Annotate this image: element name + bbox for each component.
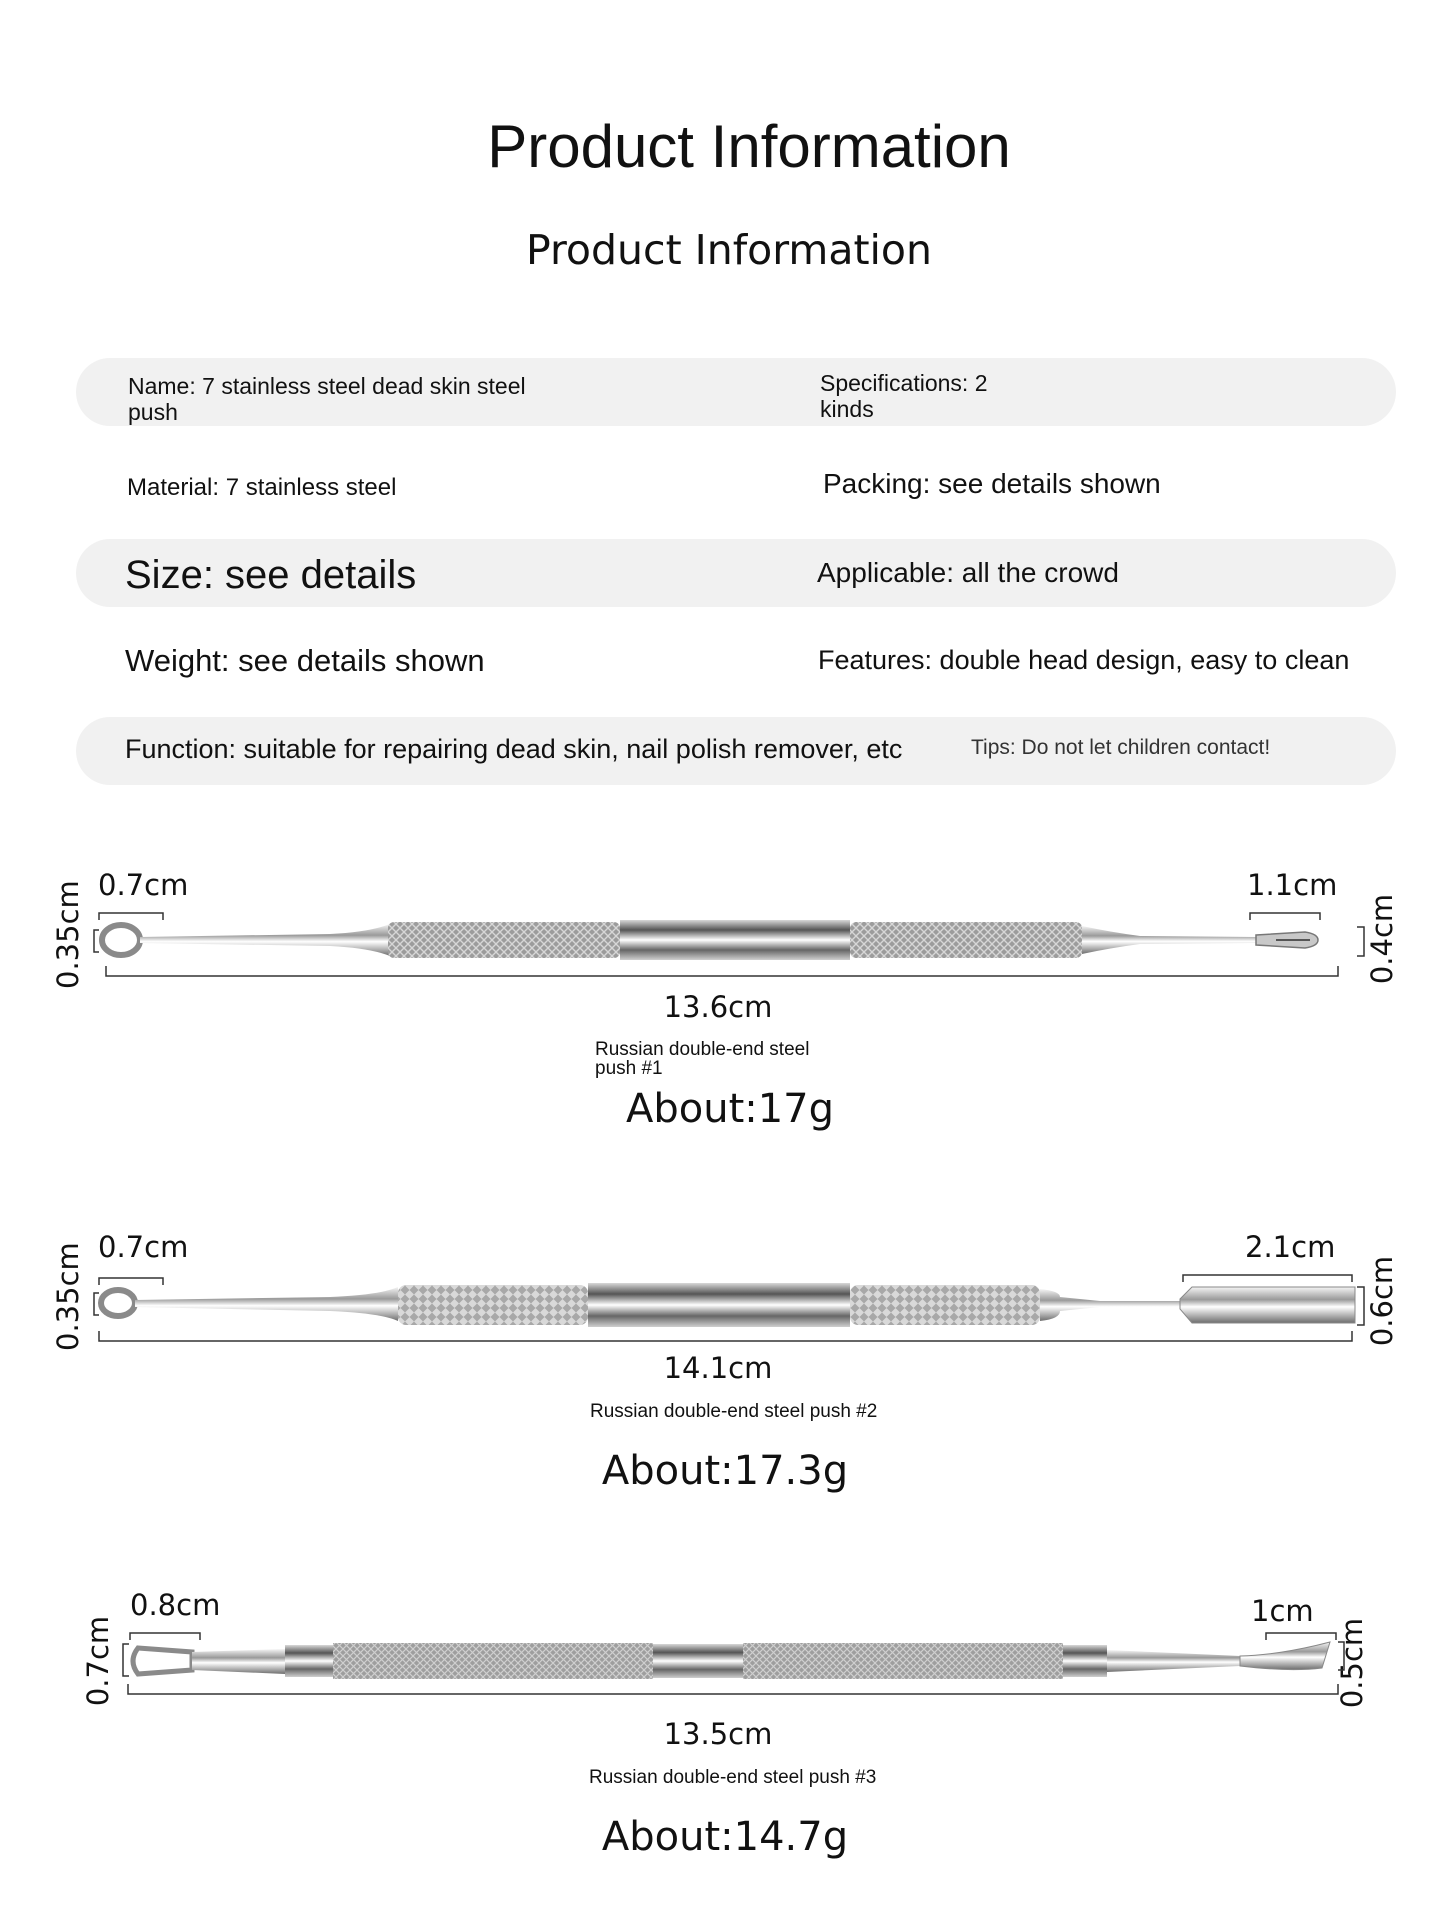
page-title: Product Information xyxy=(487,113,1011,180)
product-weight: About:14.7g xyxy=(601,1814,849,1860)
product-weight: About:17g xyxy=(625,1086,835,1132)
cuticle-pusher-1-image xyxy=(0,880,1440,1000)
spec-packing: Packing: see details shown xyxy=(823,468,1161,499)
left-tip-width-label: 0.7cm xyxy=(98,868,189,902)
length-label: 13.5cm xyxy=(663,1717,773,1751)
spec-tips: Tips: Do not let children contact! xyxy=(971,736,1271,759)
product-name: Russian double-end steel push #2 xyxy=(590,1401,878,1422)
right-tip-width-label: 1cm xyxy=(1251,1594,1314,1628)
right-tip-height-label: 0.4cm xyxy=(1365,893,1399,985)
page-subtitle: Product Information xyxy=(525,226,933,274)
spec-name: Name: 7 stainless steel dead skin steel push xyxy=(128,373,526,426)
spec-applicable: Applicable: all the crowd xyxy=(817,557,1119,588)
length-label: 13.6cm xyxy=(663,990,773,1024)
product-weight: About:17.3g xyxy=(601,1448,849,1494)
left-tip-width-label: 0.7cm xyxy=(98,1230,189,1264)
left-tip-height-label: 0.7cm xyxy=(81,1615,115,1707)
length-label: 14.1cm xyxy=(663,1351,773,1385)
right-tip-height-label: 0.6cm xyxy=(1365,1255,1399,1347)
spec-size: Size: see details xyxy=(125,553,417,597)
spec-features: Features: double head design, easy to clean xyxy=(818,645,1350,675)
cuticle-pusher-3-image xyxy=(0,1600,1440,1720)
right-tip-height-label: 0.5cm xyxy=(1335,1617,1369,1709)
left-tip-width-label: 0.8cm xyxy=(130,1588,221,1622)
right-tip-width-label: 1.1cm xyxy=(1247,868,1338,902)
spec-weight: Weight: see details shown xyxy=(125,643,485,678)
product-name: Russian double-end steel push #3 xyxy=(589,1767,877,1788)
product-name: Russian double-end steel push #1 xyxy=(595,1039,810,1079)
left-tip-height-label: 0.35cm xyxy=(51,1242,85,1351)
spec-material: Material: 7 stainless steel xyxy=(127,474,397,501)
left-tip-height-label: 0.35cm xyxy=(51,880,85,989)
spec-function: Function: suitable for repairing dead skin, nail polish remover, etc xyxy=(125,734,903,764)
cuticle-pusher-2-image xyxy=(0,1242,1440,1365)
spec-specifications: Specifications: 2 kinds xyxy=(820,370,988,423)
right-tip-width-label: 2.1cm xyxy=(1245,1230,1336,1264)
